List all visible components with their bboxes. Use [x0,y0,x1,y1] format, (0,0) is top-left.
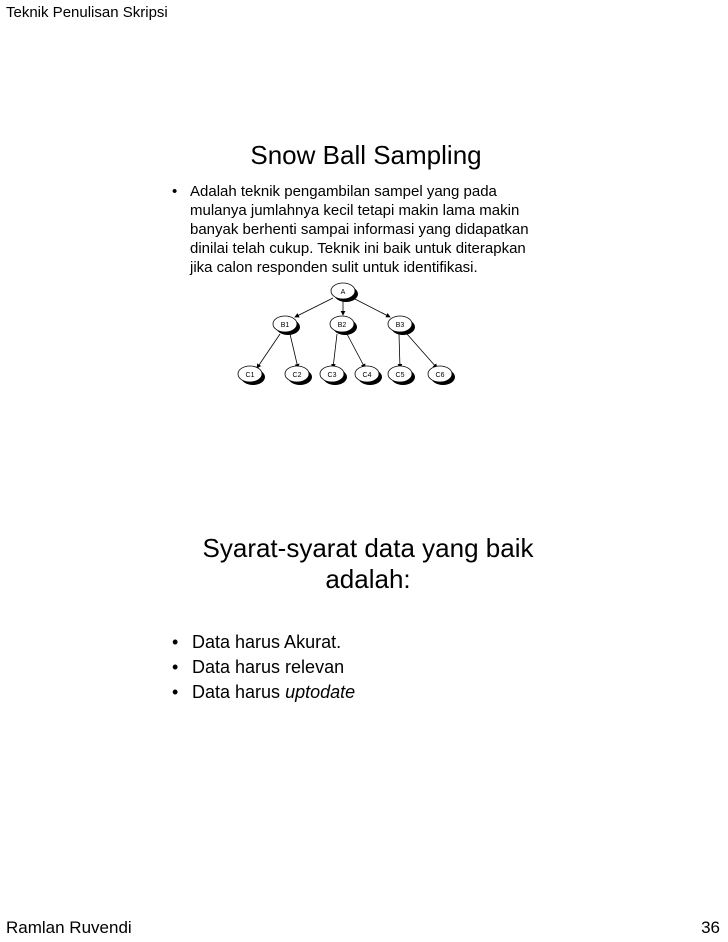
node-c2 [285,366,312,385]
node-b3-label: B3 [395,322,405,329]
bullet-icon: • [172,657,179,677]
node-c6-label: C6 [435,372,445,379]
footer-author: Ramlan Ruvendi [6,918,132,937]
edge-b2-c3 [333,334,337,368]
node-c3 [320,366,347,385]
edge-a-b1 [295,298,333,317]
node-b2 [330,316,357,335]
node-c1-label: C1 [245,372,255,379]
page-header: Teknik Penulisan Skripsi [6,4,168,21]
bullet-icon: • [172,682,179,702]
list-item [172,680,355,705]
bullet-icon: • [172,183,178,200]
node-c1 [238,366,265,385]
slide2-title-line1: Syarat-syarat data yang baik [202,533,534,563]
slide2-title-line2: adalah: [325,564,411,594]
edge-b3-c6 [407,334,437,368]
list-item-text [192,680,355,705]
list-item-prefix: Data harus [192,682,286,702]
edge-b3-c5 [399,334,400,368]
node-c4 [355,366,382,385]
node-c2-label: C2 [292,372,302,379]
list-item-text: Data harus Akurat. [192,632,342,652]
list-item [172,630,355,655]
bullet-icon: • [172,632,179,652]
list-item-emphasis: uptodate [285,682,356,702]
node-c4-label: C4 [362,372,372,379]
node-c3-label: C3 [327,372,337,379]
node-c5 [388,366,415,385]
list-item-text: Data harus relevan [192,657,345,677]
node-b2-label: B2 [337,322,347,329]
node-c6 [428,366,455,385]
edge-b1-c2 [290,334,298,368]
slide2-title [166,533,570,595]
node-b3 [388,316,415,335]
node-b1-label: B1 [280,322,290,329]
slide1-bullet-text: Adalah teknik pengambilan sampel yang pada mulanya jumlahnya kecil tetapi makin lama makin banyak berhenti sampai informasi yang didapatkan dinilai telah cukup. Teknik ini baik untuk diterapkan jika calon responden sulit untuk identifikasi. [190,183,529,276]
edge-a-b3 [353,298,390,317]
node-b1 [273,316,300,335]
node-c5-label: C5 [395,372,405,379]
list-item [172,655,355,680]
slide2-bullet-list [172,630,355,705]
edge-b1-c1 [257,334,280,368]
page-number: 36 [701,918,720,937]
edge-b2-c4 [347,334,365,368]
node-a [331,283,358,302]
slide1-title: Snow Ball Sampling [250,140,482,170]
node-a-label: A [340,289,346,296]
